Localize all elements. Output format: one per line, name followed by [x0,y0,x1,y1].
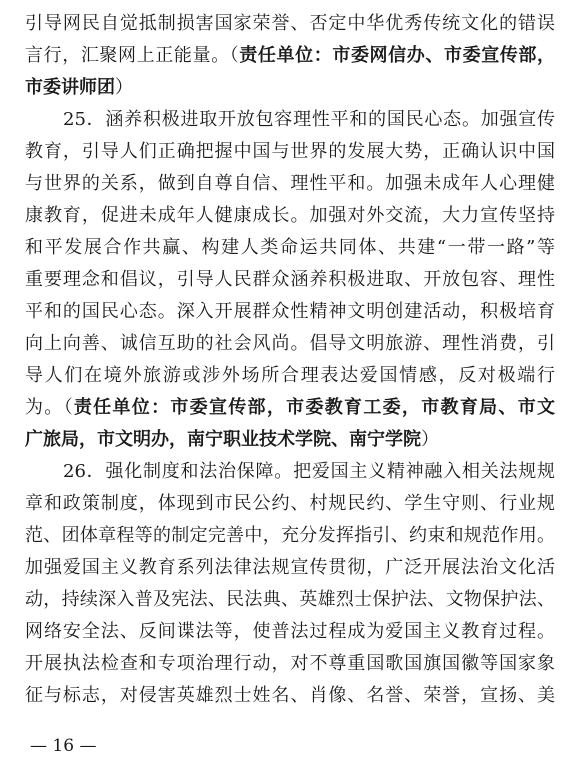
text-segment: 引导网民自觉抵制损害国家荣誉、否定中华优秀传统文化的错误 [25,13,555,34]
text-segment: 章和政策制度，体现到市民公约、村规民约、学生守则、行业规 [25,493,555,514]
page-number: — 16 — [30,736,97,756]
text-line [25,136,555,168]
bold-text-segment: 责任单位：市委宣传部，市委教育工委，市教育局、市文 [73,397,555,418]
text-line [25,648,555,680]
text-segment: 重要理念和倡议，引导人民群众涵养积极进取、开放包容、理性 [25,269,555,290]
text-segment: 26．强化制度和法治保障。把爱国主义精神融入相关法规规 [63,461,555,482]
text-line [25,424,555,456]
bold-text-segment: 市委讲师团 [25,77,115,98]
text-segment: 开展执法检查和专项治理行动，对不尊重国歌国旗国徽等国家象 [25,653,555,674]
text-segment: ） [421,429,439,450]
text-line [25,104,555,136]
text-segment: 向上向善、诚信互助的社会风尚。倡导文明旅游、理性消费，引 [25,333,555,354]
document-body [25,8,555,712]
text-line [25,200,555,232]
text-line [25,456,555,488]
text-segment: 动，持续深入普及宪法、民法典、英雄烈士保护法、文物保护法、 [25,589,555,610]
text-segment: 言行，汇聚网上正能量。（ [25,45,240,66]
text-segment: 25．涵养积极进取开放包容理性平和的国民心态。加强宣传 [63,109,555,130]
text-segment: ） [115,77,133,98]
text-line [25,392,555,424]
text-segment: 平和的国民心态。深入开展群众性精神文明创建活动，积极培育 [25,301,555,322]
text-segment: 和平发展合作共赢、构建人类命运共同体、共建“一带一路”等 [25,237,555,258]
text-segment: 教育，引导人们正确把握中国与世界的发展大势，正确认识中国 [25,141,555,162]
text-line [25,488,555,520]
text-line [25,616,555,648]
text-line [25,168,555,200]
text-line [25,328,555,360]
text-segment: 征与标志，对侵害英雄烈士姓名、肖像、名誉、荣誉，宣扬、美 [25,685,555,706]
text-segment: 加强爱国主义教育系列法律法规宣传贯彻，广泛开展法治文化活 [25,557,555,578]
text-segment: 康教育，促进未成年人健康成长。加强对外交流，大力宣传坚持 [25,205,555,226]
text-segment: 范、团体章程等的制定完善中，充分发挥指引、约束和规范作用。 [25,525,555,546]
text-line [25,680,555,712]
text-line [25,520,555,552]
text-segment: 网络安全法、反间谍法等，使普法过程成为爱国主义教育过程。 [25,621,555,642]
text-line [25,360,555,392]
text-segment: 导人们在境外旅游或涉外场所合理表达爱国情感，反对极端行 [25,365,555,386]
text-line [25,8,555,40]
bold-text-segment: 广旅局，市文明办，南宁职业技术学院、南宁学院 [25,429,421,450]
text-line [25,264,555,296]
text-line [25,584,555,616]
bold-text-segment: 责任单位：市委网信办、市委宣传部， [239,45,555,66]
text-line [25,552,555,584]
text-line [25,296,555,328]
text-segment: 与世界的关系，做到自尊自信、理性平和。加强未成年人心理健 [25,173,555,194]
text-line [25,232,555,264]
text-line [25,72,555,104]
text-segment: 为。（ [25,397,74,418]
text-line [25,40,555,72]
